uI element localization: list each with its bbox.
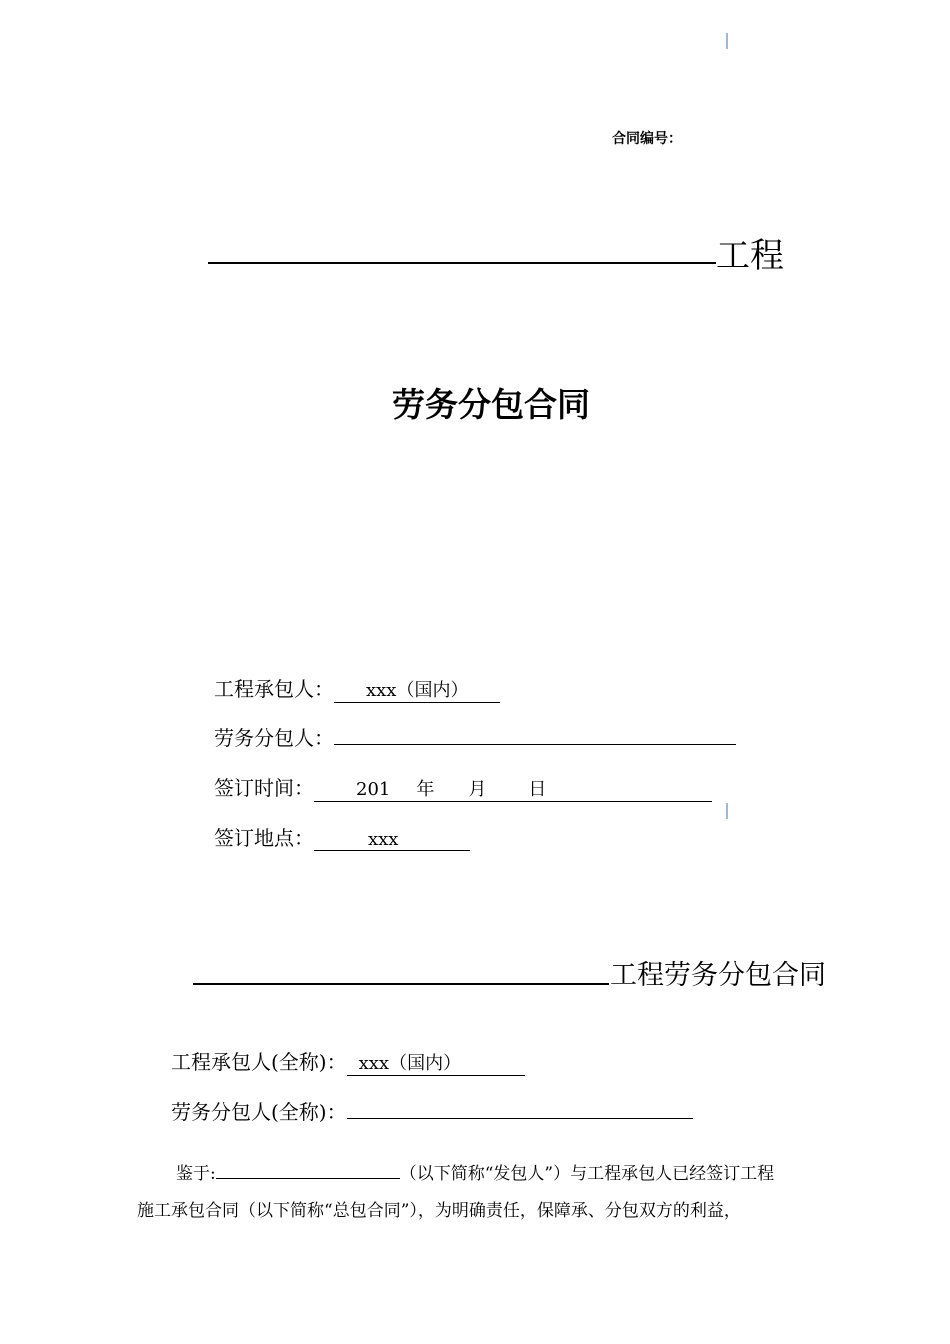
contractor-value: xxx（国内） — [366, 680, 469, 701]
subcontractor-full-value-field — [347, 1098, 693, 1119]
body-field-contractor-full — [171, 1046, 525, 1076]
body-heading-suffix: 工程劳务分包合同 — [610, 960, 826, 991]
para-prefix: 鉴于: — [176, 1164, 216, 1184]
contractor-label: 工程承包人： — [214, 677, 334, 701]
sign-time-label: 签订时间： — [214, 776, 314, 800]
contractor-full-label: 工程承包人(全称)： — [171, 1050, 347, 1074]
cover-subtitle: 劳务分包合同 — [392, 385, 590, 424]
cover-field-sign-place — [214, 822, 470, 851]
subcontractor-value-field — [334, 724, 736, 745]
sign-year: 201 — [356, 779, 391, 800]
cover-field-subcontractor — [214, 722, 736, 751]
project-name-blank-2 — [193, 983, 609, 985]
year-char: 年 — [416, 779, 435, 800]
contractor-full-value: xxx（国内） — [358, 1053, 462, 1074]
body-paragraph-line-1 — [176, 1159, 774, 1184]
cover-field-contractor — [214, 673, 500, 703]
subcontractor-full-label: 劳务分包人(全称)： — [171, 1100, 347, 1124]
project-name-blank — [208, 262, 716, 264]
contract-number-label: 合同编号： — [612, 131, 682, 147]
body-paragraph-line-2: 施工承包合同（以下简称“总包合同”），为明确责任，保障承、分包双方的利益， — [137, 1201, 741, 1221]
para-line1-rest: （以下简称“发包人”）与工程承包人已经签订工程 — [399, 1164, 775, 1184]
sign-place-value: xxx — [368, 829, 399, 850]
contractor-full-value-field — [347, 1049, 525, 1076]
body-field-subcontractor-full — [171, 1096, 693, 1125]
text-cursor-mark-mid — [726, 803, 728, 819]
month-char: 月 — [468, 779, 487, 800]
sign-time-value-field — [314, 775, 712, 802]
text-cursor-mark-top — [726, 33, 728, 49]
contractor-value-field — [334, 676, 500, 703]
subcontractor-label: 劳务分包人： — [214, 726, 334, 750]
sign-place-label: 签订地点： — [214, 826, 314, 850]
issuer-blank — [216, 1161, 400, 1179]
day-char: 日 — [528, 779, 547, 800]
cover-field-sign-time — [214, 772, 712, 802]
cover-title-suffix: 工程 — [716, 236, 784, 276]
sign-place-value-field — [314, 829, 470, 851]
